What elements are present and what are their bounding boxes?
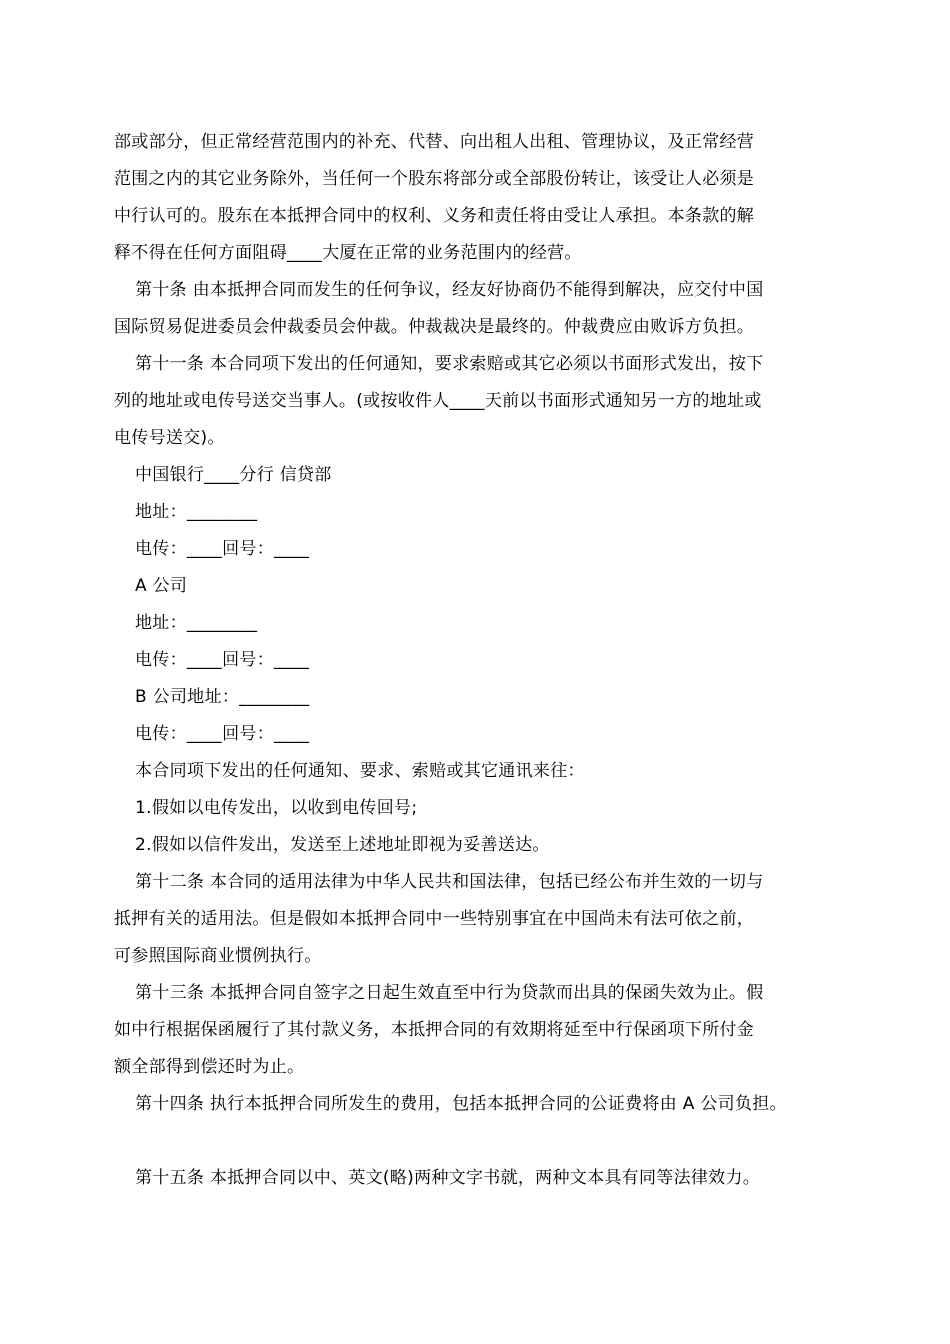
list-item: 1.假如以电传发出，以收到电传回号; xyxy=(135,798,418,818)
text-line: 如中行根据保函履行了其付款义务，本抵押合同的有效期将延至中行保函项下所付金 xyxy=(114,1020,755,1040)
text-line: 国际贸易促进委员会仲裁委员会仲裁。仲裁裁决是最终的。仲裁费应由败诉方负担。 xyxy=(114,317,755,337)
address-line: 地址：________ xyxy=(135,502,258,522)
article-15-line: 第十五条 本抵押合同以中、英文(略)两种文字书就，两种文本具有同等法律效力。 xyxy=(135,1168,761,1188)
telex-line: 电传：____回号：____ xyxy=(135,650,310,670)
text-line: 中行认可的。股东在本抵押合同中的权利、义务和责任将由受让人承担。本条款的解 xyxy=(114,206,755,226)
article-13-line: 第十三条 本抵押合同自签字之日起生效直至中行为贷款而出具的保函失效为止。假 xyxy=(135,983,764,1003)
company-a-line: A 公司 xyxy=(135,576,188,596)
list-item: 2.假如以信件发出，发送至上述地址即视为妥善送达。 xyxy=(135,835,550,855)
article-12-line: 第十二条 本合同的适用法律为中华人民共和国法律，包括已经公布并生效的一切与 xyxy=(135,872,764,892)
telex-line: 电传：____回号：____ xyxy=(135,539,310,559)
text-line: 额全部得到偿还时为止。 xyxy=(114,1057,305,1077)
text-line: 抵押有关的适用法。但是假如本抵押合同中一些特别事宜在中国尚未有法可依之前， xyxy=(114,909,755,929)
text-line: 可参照国际商业惯例执行。 xyxy=(114,946,322,966)
article-10-line: 第十条 由本抵押合同而发生的任何争议，经友好协商仍不能得到解决，应交付中国 xyxy=(135,280,764,300)
article-14-line: 第十四条 执行本抵押合同所发生的费用，包括本抵押合同的公证费将由 A 公司负担。 xyxy=(135,1094,787,1114)
telex-line: 电传：____回号：____ xyxy=(135,724,310,744)
article-11-line: 第十一条 本合同项下发出的任何通知，要求索赔或其它必须以书面形式发出，按下 xyxy=(135,354,764,374)
text-line: 部或部分，但正常经营范围内的补充、代替、向出租人出租、管理协议，及正常经营 xyxy=(114,132,755,152)
text-line: 本合同项下发出的任何通知、要求、索赔或其它通讯来往： xyxy=(135,761,585,781)
company-b-line: B 公司地址：________ xyxy=(135,687,310,707)
text-line: 列的地址或电传号送交当事人。(或按收件人____天前以书面形式通知另一方的地址或 xyxy=(114,391,762,411)
text-line: 范围之内的其它业务除外，当任何一个股东将部分或全部股份转让，该受让人必须是 xyxy=(114,169,755,189)
address-line: 地址：________ xyxy=(135,613,258,633)
text-line: 释不得在任何方面阻碍____大厦在正常的业务范围内的经营。 xyxy=(114,243,582,263)
bank-line: 中国银行____分行 信贷部 xyxy=(135,465,332,485)
text-line: 电传号送交)。 xyxy=(114,428,225,448)
